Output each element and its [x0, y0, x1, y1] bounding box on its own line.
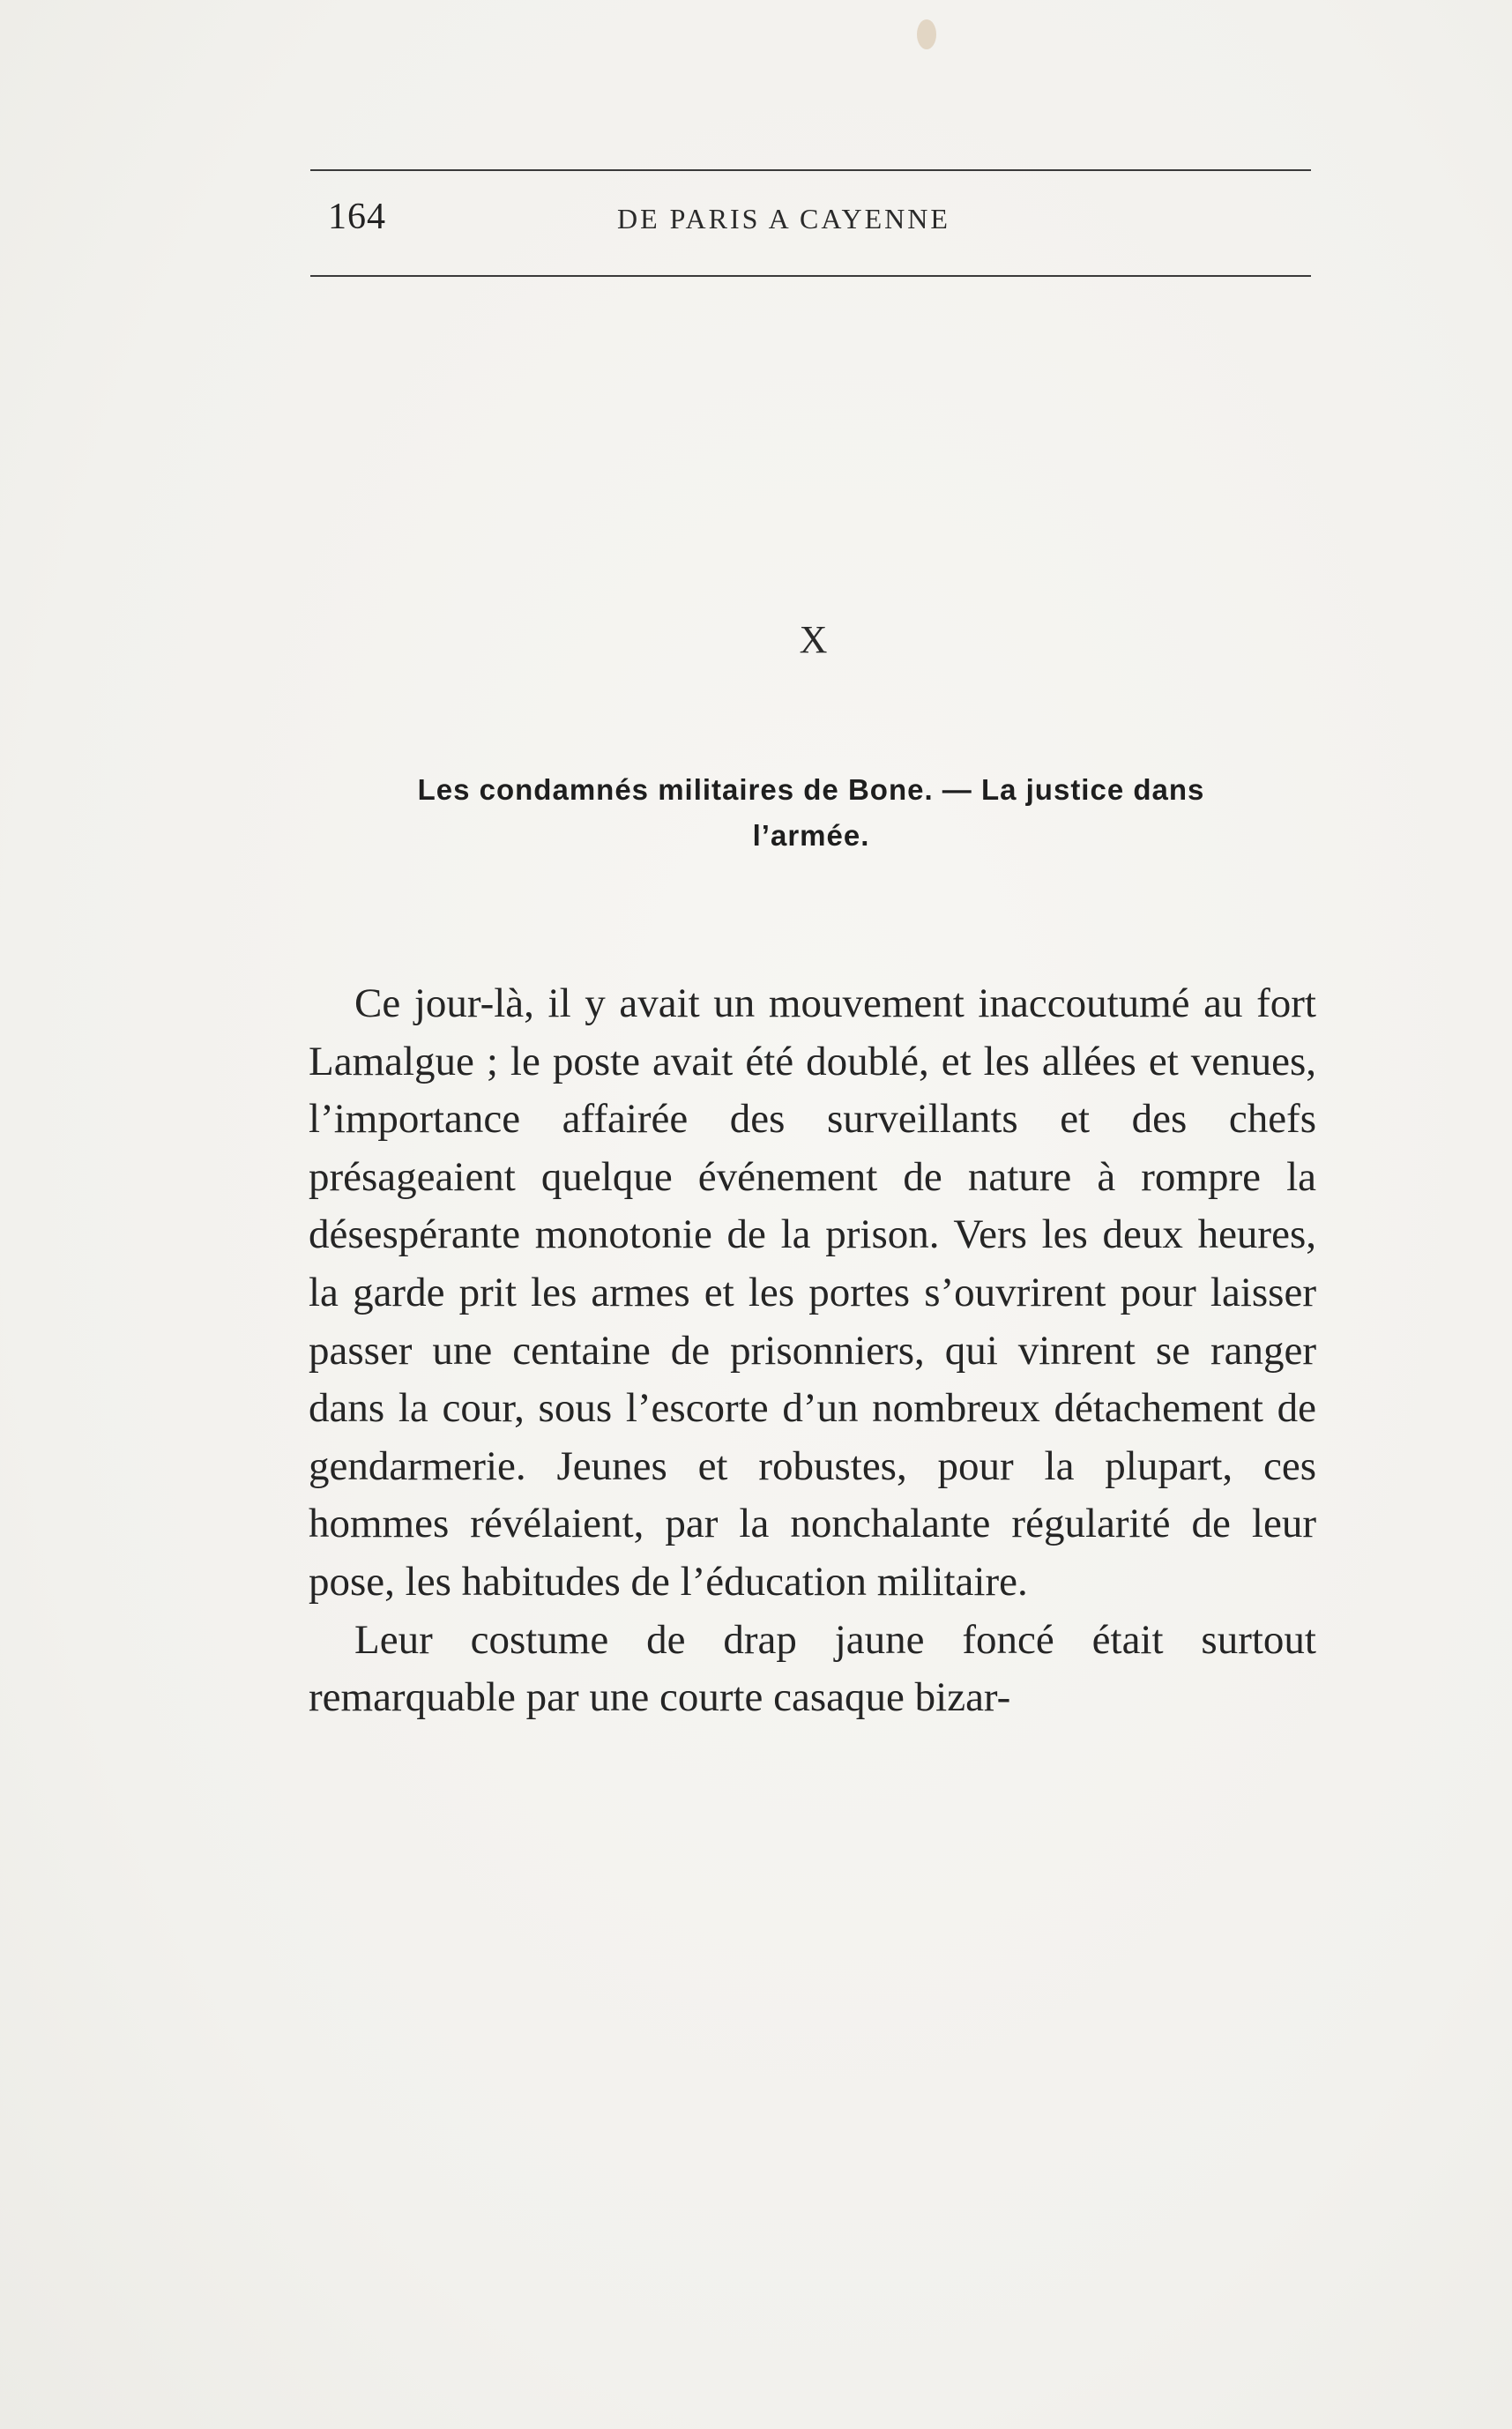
chapter-title-line-2: l’armée.	[752, 819, 870, 852]
chapter-number: X	[799, 618, 828, 661]
paragraph-2: Leur costume de drap jaune foncé était surtout remarquable par une courte casaque bizar-	[309, 1616, 1316, 1721]
running-title: DE PARIS A CAYENNE	[617, 203, 950, 235]
chapter-title	[353, 767, 1270, 859]
header-rule-top	[310, 169, 1311, 171]
body-text	[309, 975, 1316, 1727]
paper-stain	[917, 19, 936, 49]
chapter-title-line-1: Les condamnés militaires de Bone. — La justice dans	[417, 773, 1205, 806]
header-rule-bottom	[310, 275, 1311, 277]
paragraph-1: Ce jour-là, il y avait un mouvement inaccoutumé au fort Lamalgue ; le poste avait été doublé, et les allées et venues, l’importance affairée des surveillants et des chefs présageaient quelque événement de nature à rompre la désespérante monotonie de la prison. Vers les deux heures, la garde prit les armes et les portes s’ouvrirent pour laisser passer une centaine de prisonniers, qui vinrent se ranger dans la cour, sous l’escorte d’un nombreux détachement de gendarmerie. Jeunes et robustes, pour la plupart, ces hommes révélaient, par la nonchalante régularité de leur pose, les habitudes de l’éducation militaire.	[309, 980, 1316, 1605]
page-number: 164	[328, 197, 386, 237]
